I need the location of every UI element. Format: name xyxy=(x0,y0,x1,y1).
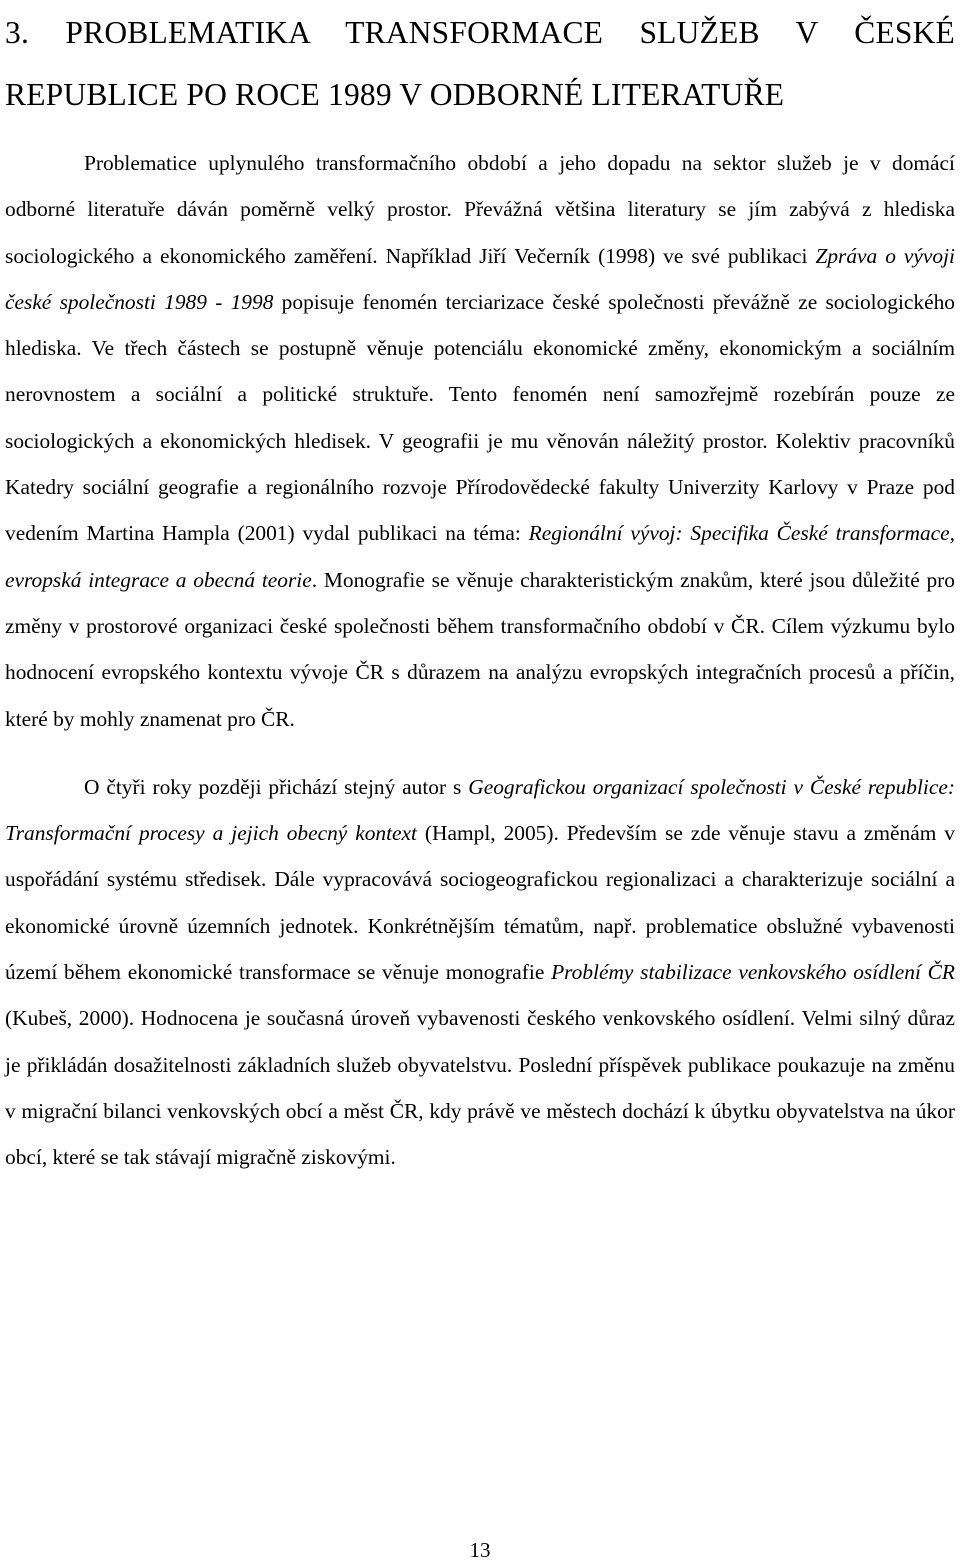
publication-title: Zpráva o vývoji české společnosti 1989 - 1998 xyxy=(5,243,955,314)
chapter-number: 3. xyxy=(5,15,30,50)
paragraph-literature-overview xyxy=(5,140,955,742)
paragraph-text: . Monografie se věnuje charakteristickým znakům, které jsou důležité pro změny v prostorové organizaci české společnosti během transformačního období v ČR. Cílem výzkumu bylo hodnocení evropského kontextu vývoje ČR s důrazem na analýzu evropských integračních procesů a příčin, které by mohly znamenat pro ČR. xyxy=(5,567,955,731)
publication-title: Problémy stabilizace venkovského osídlení ČR xyxy=(551,960,956,985)
chapter-title: PROBLEMATIKA TRANSFORMACE SLUŽEB V ČESKÉ REPUBLICE PO ROCE 1989 V ODBORNÉ LITERATUŘE xyxy=(5,15,955,112)
paragraph-later-publications xyxy=(5,764,955,1181)
paragraph-text: (Kubeš, 2000). Hodnocena je současná úroveň vybavenosti českého venkovského osídlení. Velmi silný důraz je přikládán dosažitelnosti základních služeb obyvatelstvu. Poslední příspěvek publikace poukazuje na změnu v migrační bilanci venkovských obcí a měst ČR, kdy právě ve městech dochází k úbytku obyvatelstva na úkor obcí, které se tak stávají migračně ziskovými. xyxy=(5,1006,955,1170)
document-page xyxy=(5,0,955,1181)
paragraph-text: popisuje fenomén terciarizace české společnosti převážně ze sociologického hlediska. Ve třech částech se postupně věnuje potenciálu ekonomické změny, ekonomickým a sociálním nerovnostem a sociální a politické struktuře. Tento fenomén není samozřejmě rozebírán pouze ze sociologických a ekonomických hledisek. V geografii je mu věnován náležitý prostor. Kolektiv pracovníků Katedry sociální geografie a regionálního rozvoje Přírodovědecké fakulty Univerzity Karlovy v Praze pod vedením Martina Hampla (2001) vydal publikaci na téma: xyxy=(5,289,955,546)
paragraph-text: Problematice uplynulého transformačního období a jeho dopadu na sektor služeb je v domácí odborné literatuře dáván poměrně velký prostor. Převážná většina literatury se jím zabývá z hlediska sociologického a ekonomického zaměření. Například Jiří Večerník (1998) ve své publikaci xyxy=(5,151,955,268)
publication-title: Regionální vývoj: Specifika České transformace, evropská integrace a obecná teorie xyxy=(5,521,955,592)
chapter-heading xyxy=(5,0,955,126)
paragraph-text: (Hampl, 2005). Především se zde věnuje stavu a změnám v uspořádání systému středisek. Dále vypracovává sociogeografickou regionalizaci a charakterizuje sociální a ekonomické úrovně územních jednotek. Konkrétnějším tématům, např. problematice obslužné vybavenosti území během ekonomické transformace se věnuje monografie xyxy=(5,821,955,985)
publication-title: Geografickou organizací společnosti v České republice: Transformační procesy a jejich obecný kontext xyxy=(5,774,955,846)
paragraph-text: O čtyři roky později přichází stejný autor s xyxy=(84,774,469,799)
page-number: 13 xyxy=(469,1538,491,1562)
